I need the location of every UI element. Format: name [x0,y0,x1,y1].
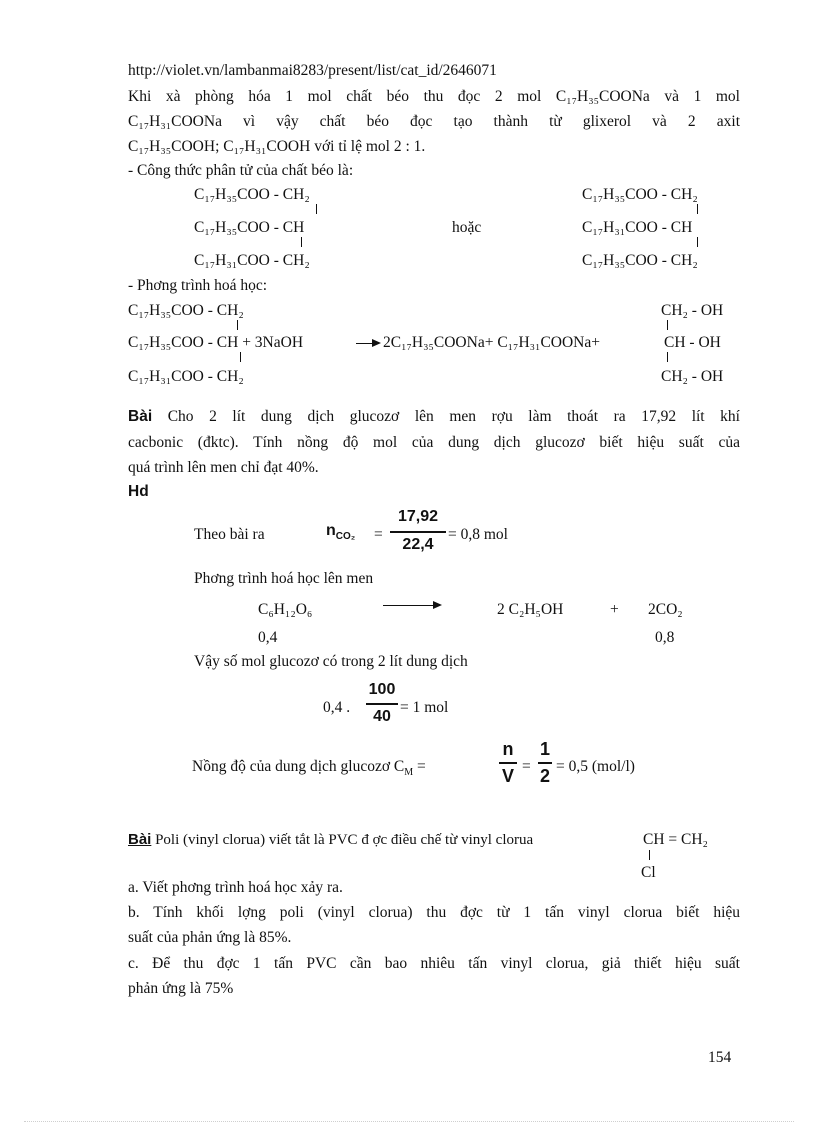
glycerol-line-3: CH₂ - OH [661,368,724,385]
intro-line-2: C₁₇H₃₁COONa vì vậy chất béo đọc tạo thành từ glixerol và 2 axit [128,113,740,130]
fraction-bar [390,531,446,533]
bond-line [697,204,698,214]
problem2-part-c-line-1: c. Để thu đợc 1 tấn PVC cần bao nhiêu tấn vinyl clorua, giả thiết hiệu suất [128,955,740,972]
fermentation-arrow-line [383,605,435,606]
problem2-label: Bài [128,831,152,848]
glycerol-line-1: CH₂ - OH [661,302,724,319]
equation-heading: Phơng trình hoá học lên men [194,570,374,587]
conc-text: Nồng độ của dung dịch glucozơ C [192,758,405,775]
frac4-denominator: 2 [539,766,550,786]
concentration-line [192,758,426,782]
n-symbol: n [326,522,336,539]
vay-line: Vậy số mol glucozơ có trong 2 lít dung dịch [194,653,468,670]
fat-right-line-1: C₁₇H₃₅COO - CH₂ [582,186,698,203]
problem1-line-1 [128,408,740,426]
fat-right-line-2: C₁₇H₃₁COO - CH [582,219,693,236]
calc-prefix: 0,4 . [323,699,351,716]
bond-line [667,352,668,362]
result-3: = 0,5 (mol/l) [556,758,635,775]
frac1-denominator: 22,4 [402,536,434,553]
frac2-denominator: 40 [373,708,391,725]
reaction-left-3: C₁₇H₃₁COO - CH₂ [128,368,244,385]
n-co2-symbol [326,522,355,542]
problem2-part-c-line-2: phản ứng là 75% [128,980,234,997]
fermentation-arrow-head [433,601,442,609]
vinyl-chloride-formula: CH = CH₂ [643,831,708,848]
page-number: 154 [708,1049,732,1066]
fat-right-line-3: C₁₇H₃₅COO - CH₂ [582,252,698,269]
fat-left-line-2: C₁₇H₃₅COO - CH [194,219,305,236]
co2-subscript: CO₂ [335,531,356,543]
fraction-bar [499,762,517,764]
fat-or-label: hoặc [452,219,482,236]
theo-bai-ra: Theo bài ra [194,526,265,543]
problem1-line-2: cacbonic (đktc). Tính nồng độ mol của dung dịch glucozơ biết hiệu suất của [128,434,740,451]
intro-line-1: Khi xà phòng hóa 1 mol chất béo thu đọc 2 mol C₁₇H₃₅COONa và 1 mol [128,88,740,105]
frac4-numerator: 1 [539,739,550,759]
fat-left-line-1: C₁₇H₃₅COO - CH₂ [194,186,310,203]
bond-line [667,320,668,330]
conc-equals: = [417,758,426,775]
equals-sign: = [522,758,531,775]
frac1-numerator: 17,92 [397,508,439,525]
result-1: = 0,8 mol [448,526,508,543]
formula-heading: - Công thức phân tử của chất béo là: [128,162,354,179]
co2-product: 2CO₂ [648,601,683,618]
glycerol-line-2: CH - OH [664,334,721,351]
intro-line-3: C₁₇H₃₅COOH; C₁₇H₃₁COOH với tỉ lệ mol 2 : 1. [128,138,426,155]
problem1-label: Bài [128,408,153,425]
ethanol-product: 2 C₂H₅OH [497,601,564,618]
bond-line [301,237,302,247]
problem2-part-b-line-2: suất của phản ứng là 85%. [128,929,292,946]
plus-sign: + [610,601,619,618]
fat-left-line-3: C₁₇H₃₁COO - CH₂ [194,252,310,269]
bond-line [697,237,698,247]
conc-subscript: M [404,767,414,779]
problem2-intro: Poli (vinyl clorua) viết tắt là PVC đ ợc điều chế từ vinyl clorua [155,832,534,848]
problem2-intro-line [128,831,533,849]
mol-co2: 0,8 [655,629,675,646]
bottom-divider [24,1121,794,1122]
mol-glucose: 0,4 [258,629,278,646]
glucose-formula: C₆H₁₂O₆ [258,601,313,618]
source-url: http://violet.vn/lambanmai8283/present/list/cat_id/2646071 [128,62,497,79]
fraction-bar [538,762,552,764]
result-2: = 1 mol [400,699,449,716]
bond-line [240,352,241,362]
reaction-arrow-head [372,339,381,347]
frac3-numerator: n [502,739,514,759]
problem2-part-b-line-1: b. Tính khối lợng poli (vinyl clorua) thu đợc từ 1 tấn vinyl clorua biết hiệu [128,904,740,921]
reaction-products: 2C₁₇H₃₅COONa+ C₁₇H₃₁COONa+ [383,334,600,351]
reaction-left-2: C₁₇H₃₅COO - CH + 3NaOH [128,334,304,351]
problem1-text-1: Cho 2 lít dung dịch glucozơ lên men rợu làm thoát ra 17,92 lít khí [167,408,740,425]
reaction-left-1: C₁₇H₃₅COO - CH₂ [128,302,244,319]
hd-label: Hd [128,483,149,500]
chlorine-atom: Cl [641,864,656,881]
bond-line [649,850,650,860]
bond-line [237,320,238,330]
problem1-line-3: quá trình lên men chỉ đạt 40%. [128,459,319,476]
frac3-denominator: V [501,766,514,786]
fraction-bar [366,703,398,705]
equals-sign: = [374,526,383,543]
frac2-numerator: 100 [368,681,396,698]
bond-line [316,204,317,214]
reaction-heading: - Phơng trình hoá học: [128,277,268,294]
problem2-part-a: a. Viết phơng trình hoá học xảy ra. [128,879,343,896]
